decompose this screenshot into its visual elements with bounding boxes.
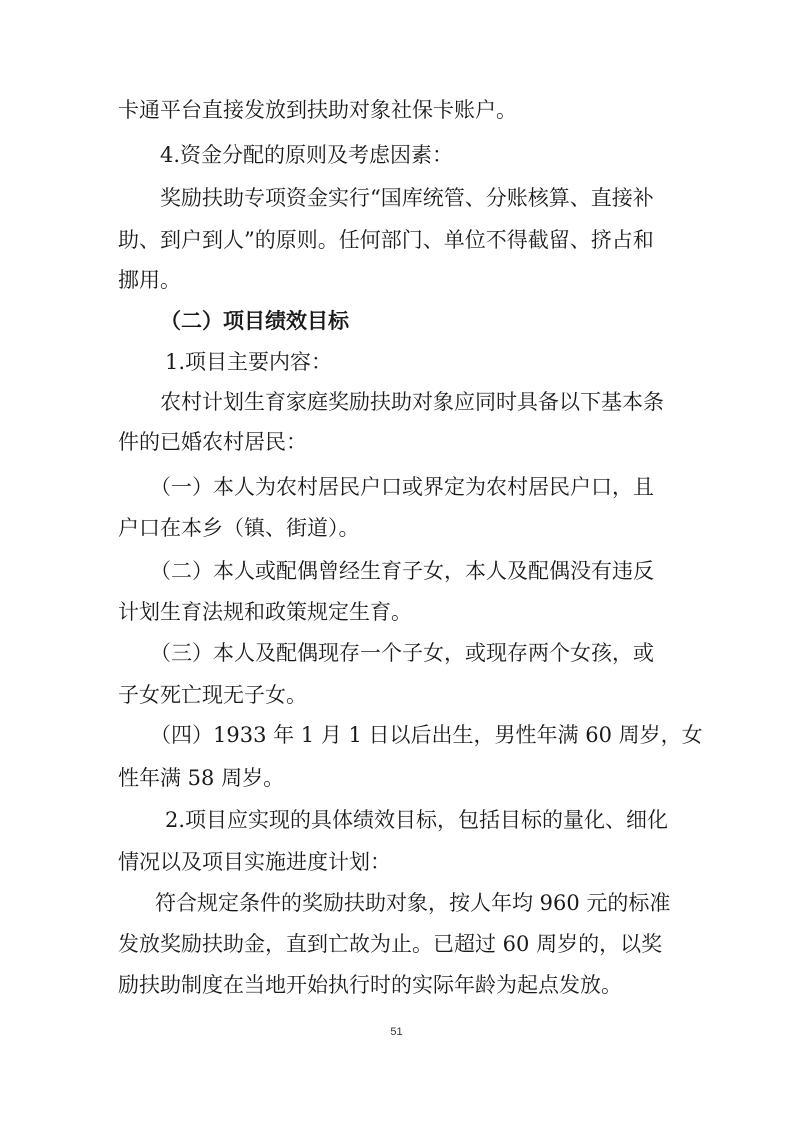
body-line: 件的已婚农村居民： [118,430,307,454]
body-line: 子女死亡现无子女。 [118,683,307,707]
body-line: 奖励扶助专项资金实行“国库统管、分账核算、直接补 [160,186,654,210]
body-line: 挪用。 [118,268,181,292]
body-line: 符合规定条件的奖励扶助对象，按人年均 960 元的标准 [155,891,671,915]
body-line: 4.资金分配的原则及考虑因素： [160,143,454,167]
body-line: 励扶助制度在当地开始执行时的实际年龄为起点发放。 [118,973,622,997]
body-line: 户口在本乡（镇、街道）。 [118,516,360,540]
body-line: （一）本人为农村居民户口或界定为农村居民户口，且 [150,475,654,499]
body-line: （二）本人或配偶曾经生育子女，本人及配偶没有违反 [150,559,654,583]
body-line: 农村计划生育家庭奖励扶助对象应同时具备以下基本条 [160,390,664,414]
body-line: （四）1933 年 1 月 1 日以后出生，男性年满 60 周岁，女 [150,723,703,747]
body-line: （三）本人及配偶现存一个子女，或现存两个女孩，或 [150,641,654,665]
body-line: 1.项目主要内容： [165,350,333,374]
body-line: 性年满 58 周岁。 [118,766,285,790]
body-line: 计划生育法规和政策规定生育。 [118,600,412,624]
page-number: 51 [390,1026,403,1038]
body-line: 卡通平台直接发放到扶助对象社保卡账户。 [118,98,517,122]
body-line: 情况以及项目实施进度计划： [118,850,391,874]
body-line: 发放奖励扶助金，直到亡故为止。已超过 60 周岁的，以奖 [118,932,663,956]
section-heading: （二）项目绩效目标 [160,309,349,333]
body-line: 助、到户到人”的原则。任何部门、单位不得截留、挤占和 [118,228,654,252]
body-line: 2.项目应实现的具体绩效目标，包括目标的量化、细化 [165,808,669,832]
